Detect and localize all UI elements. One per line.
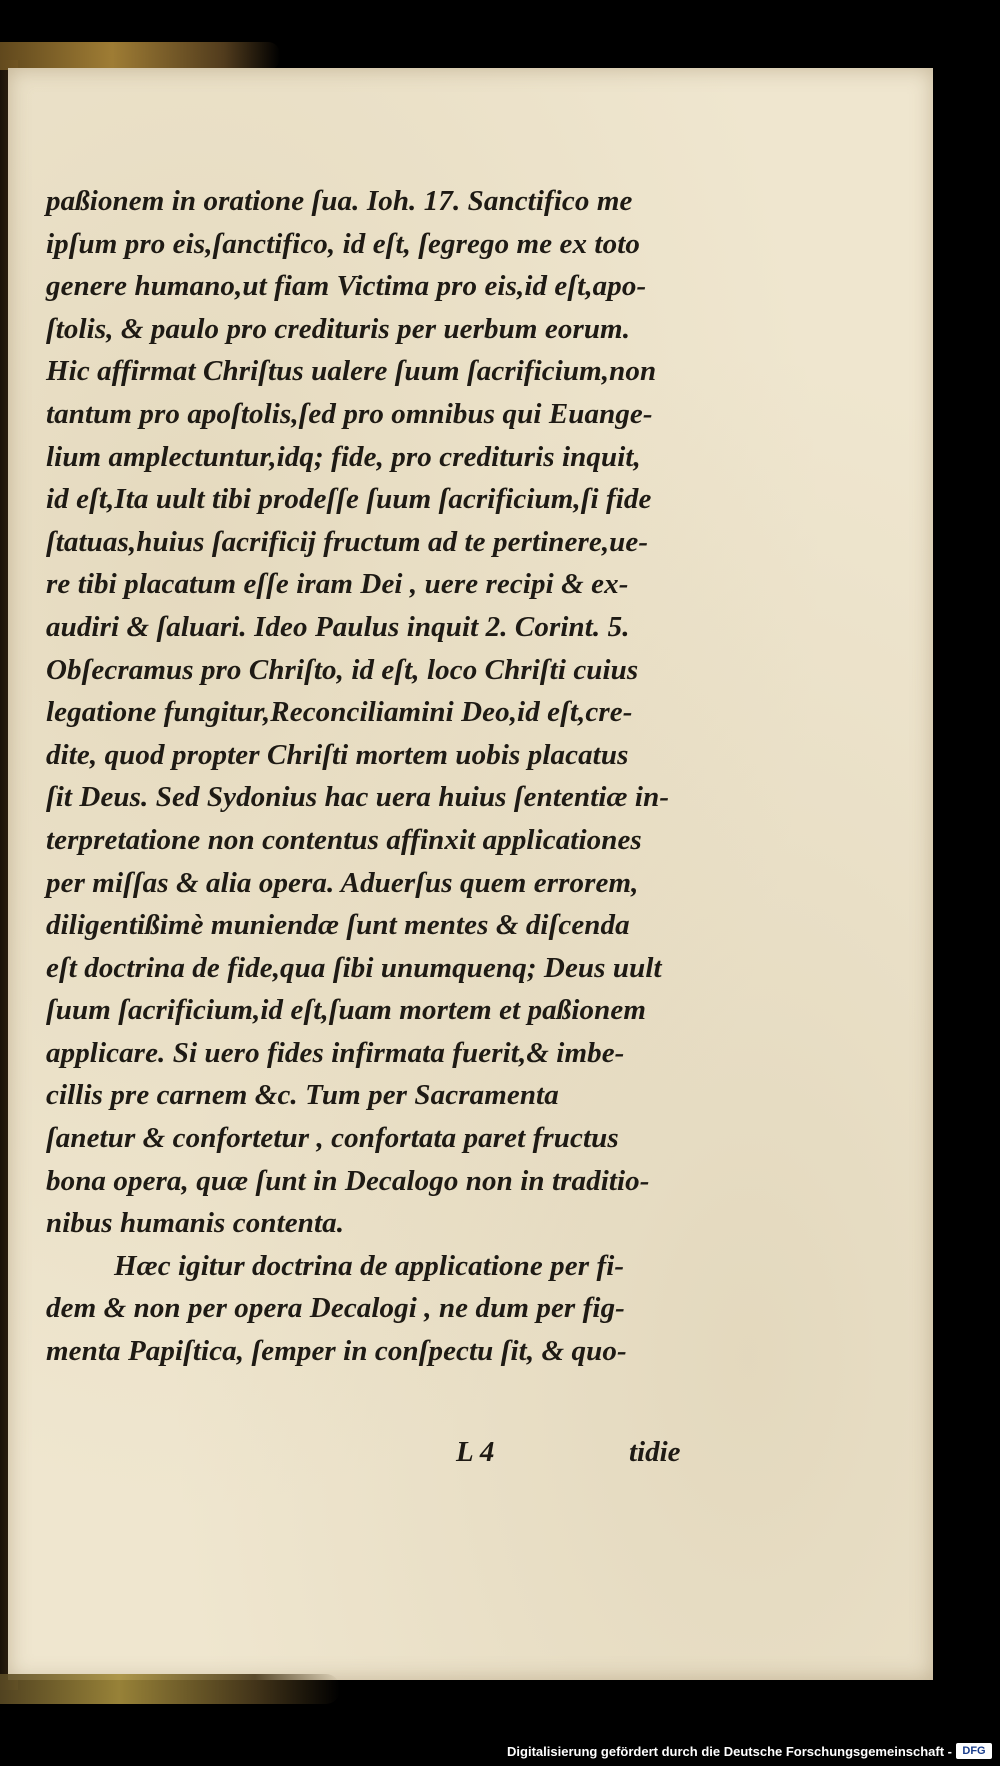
gilt-edge-top [0,42,280,70]
text-line: cillis pre carnem &c. Tum per Sacramenta [46,1079,559,1112]
text-line: audiri & ſaluari. Ideo Paulus inquit 2. Corint. 5. [46,610,630,643]
digitization-footer [0,1737,1000,1766]
text-line: Hic affirmat Chriſtus ualere ſuum ſacrificium,non [46,355,657,388]
text-line: ipſum pro eis,ſanctifico, id eſt, ſegrego me ex toto [46,227,640,260]
catchword: tidie [629,1436,681,1468]
text-line: Hæc igitur doctrina de applicatione per fi- [114,1249,625,1282]
text-line: menta Papiſtica, ſemper in conſpectu ſit, & quo- [46,1335,627,1368]
text-line: dite, quod propter Chriſti mortem uobis placatus [46,738,629,771]
text-line: ſanetur & confortetur , confortata paret fructus [46,1122,619,1155]
text-line: per miſſas & alia opera. Aduerſus quem errorem, [46,866,639,899]
text-line: diligentißimè muniendæ ſunt mentes & diſcenda [46,909,630,942]
text-line: id eſt,Ita uult tibi prodeſſe ſuum ſacrificium,ſi fide [46,483,652,516]
text-line: Obſecramus pro Chriſto, id eſt, loco Chriſti cuius [46,653,639,686]
text-line: ſtolis, & paulo pro credituris per uerbum eorum. [46,312,631,345]
text-line: bona opera, quæ ſunt in Decalogo non in traditio- [46,1164,650,1197]
gilt-edge-bottom [0,1674,340,1704]
text-line: applicare. Si uero fides infirmata fuerit,& imbe- [46,1036,625,1069]
text-line: terpretatione non contentus affinxit applicationes [46,823,642,856]
text-line: paßionem in oratione ſua. Ioh. 17. Sanctifico me [46,185,633,217]
text-line: re tibi placatum eſſe iram Dei , uere recipi & ex- [46,568,629,601]
text-block [46,180,716,1373]
text-line: nibus humanis contenta. [46,1207,345,1240]
text-line: dem & non per opera Decalogi , ne dum per fig- [46,1292,625,1325]
text-line: tantum pro apoſtolis,ſed pro omnibus qui Euange- [46,397,653,430]
text-line: genere humano,ut fiam Victima pro eis,id eſt,apo- [46,270,647,303]
text-line: eſt doctrina de fide,qua ſibi unumquenq; Deus uult [46,951,662,984]
dfg-logo-icon: DFG [956,1743,992,1759]
book-page [8,68,933,1680]
text-line: ſuum ſacrificium,id eſt,ſuam mortem et paßionem [46,994,646,1027]
text-line: lium amplectuntur,idq; fide, pro credituris inquit, [46,440,641,473]
text-line: ſit Deus. Sed Sydonius hac uera huius ſententiæ in- [46,781,670,814]
footer-credit: Digitalisierung gefördert durch die Deutsche Forschungsgemeinschaft - [507,1744,952,1759]
signature-mark: L 4 [456,1436,495,1468]
text-line: ſtatuas,huius ſacrificij fructum ad te pertinere,ue- [46,525,649,558]
text-line: legatione fungitur,Reconciliamini Deo,id eſt,cre- [46,696,633,729]
